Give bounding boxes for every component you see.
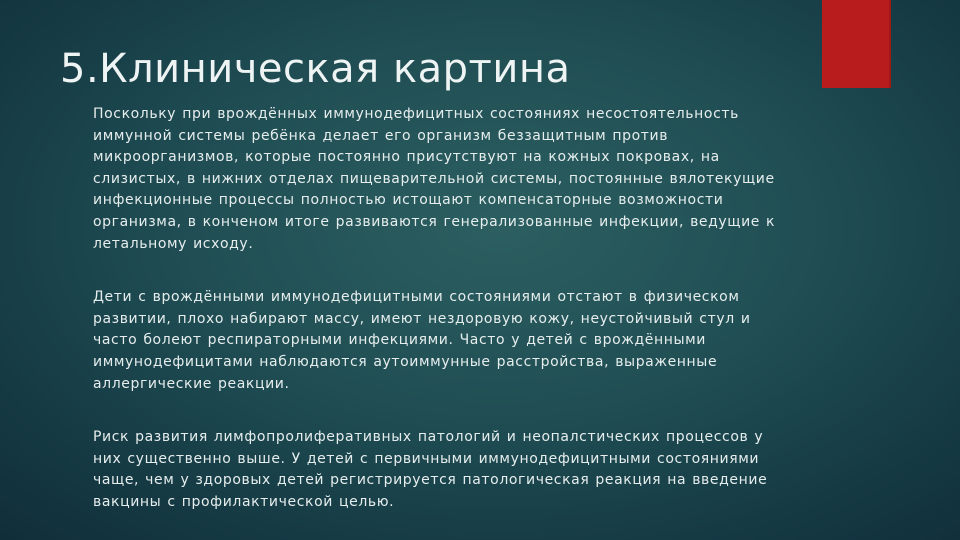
paragraph-pathogenesis: Поскольку при врождённых иммунодефицитных состояниях несостоятельность иммунной системы ребёнка делает его организм беззащитным против микроорганизмов, которые постоянно присутствуют на кожных покровах, на слизистых, в нижних отделах пищеварительной системы, постоянные вялотекущие инфекционные процессы полностью истощают компенсаторные возможности организма, в конченом итоге развиваются генерализованные инфекции, ведущие к летальному исходу.: [93, 106, 776, 252]
paragraph-risks: Риск развития лимфопролиферативных патологий и неопалстических процессов у них существенно выше. У детей с первичными иммунодефицитными состояниями чаще, чем у здоровых детей регистрируется патологическая реакция на введение вакцины с профилактической целью.: [93, 429, 768, 510]
paragraph-development: Дети с врождёнными иммунодефицитными состояниями отстают в физическом развитии, плохо набирают массу, имеют нездоровую кожу, неустойчивый стул и часто болеют респираторными инфекциями. Часто у детей с врождёнными иммунодефицитами наблюдаются аутоиммунные расстройства, выраженные аллергические реакции.: [93, 289, 751, 392]
accent-bar: [822, 0, 891, 88]
slide-title: 5.Клиническая картина: [60, 46, 571, 92]
slide-body: [93, 104, 793, 514]
